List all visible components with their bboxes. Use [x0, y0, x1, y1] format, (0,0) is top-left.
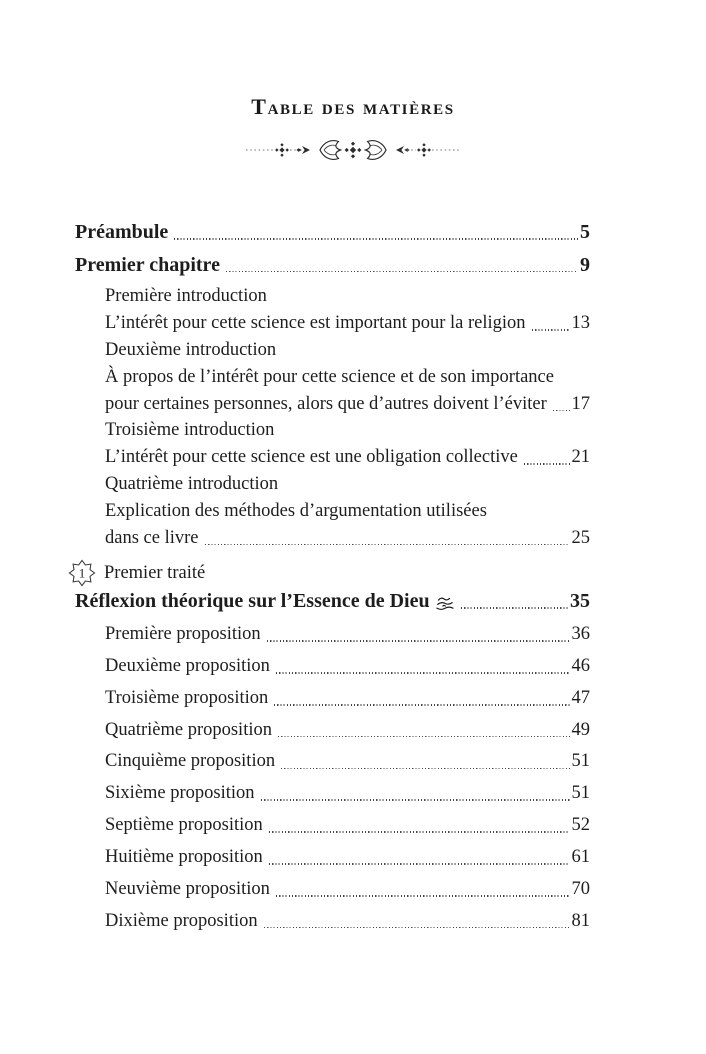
toc-section-line: [105, 474, 590, 496]
toc-section-line: [105, 367, 590, 389]
entry-label: Septième proposition: [105, 815, 263, 836]
toc-section-line: [105, 313, 590, 335]
page-number: 70: [571, 878, 590, 899]
page-number: 5: [580, 221, 590, 243]
toc-section-entry: [105, 420, 590, 469]
page-number: 25: [571, 527, 590, 548]
entry-label: Explication des méthodes d’argumentation utilisées: [105, 500, 487, 521]
toc-subsection-entry: [105, 720, 590, 742]
page-number: 81: [571, 910, 590, 931]
toc-section-line: [105, 501, 590, 523]
page-number: 46: [571, 655, 590, 676]
dotted-leader: [278, 736, 570, 738]
treatise-number: 1: [78, 566, 86, 582]
floral-divider-icon: [245, 135, 461, 165]
entry-label: dans ce livre: [105, 527, 199, 548]
toc-chapter-entry: [75, 221, 590, 245]
entry-label: Huitième proposition: [105, 846, 263, 867]
entry-label: À propos de l’intérêt pour cette science et de son importance: [105, 366, 554, 387]
dotted-leader: [461, 607, 568, 609]
entry-label: Quatrième introduction: [105, 473, 279, 494]
entry-label: Premier traité: [104, 562, 206, 583]
entry-label: pour certaines personnes, alors que d’autres doivent l’éviter: [105, 393, 547, 414]
entry-label: Sixième proposition: [105, 783, 255, 804]
toc-section-line: [105, 394, 590, 416]
dotted-leader: [205, 544, 570, 546]
dotted-leader: [276, 672, 570, 674]
dotted-leader: [226, 271, 578, 273]
page-title: Table des matières: [251, 94, 455, 119]
page-number: 9: [580, 253, 590, 276]
treatise-number-star-icon: [68, 559, 96, 587]
toc-subsection-entry: [105, 783, 590, 805]
dotted-leader: [532, 329, 570, 331]
toc-section-line: [105, 528, 590, 550]
entry-label: Neuvième proposition: [105, 878, 270, 899]
dotted-leader: [274, 704, 569, 706]
dotted-leader: [174, 238, 578, 240]
page-number: 35: [570, 590, 590, 613]
entry-label: Troisième proposition: [105, 687, 269, 708]
toc-section-line: [105, 447, 590, 469]
toc-section-entry: [105, 286, 590, 335]
entry-label: Cinquième proposition: [105, 751, 276, 772]
dotted-leader: [261, 799, 570, 801]
page-number: 51: [571, 751, 590, 772]
entry-label: Réflexion théorique sur l’Essence de Dieu: [75, 590, 430, 613]
toc-subsection-entry: [105, 815, 590, 837]
page-number: 36: [571, 624, 590, 645]
toc: [75, 221, 590, 932]
toc-chapter-entry: [75, 254, 590, 278]
toc-subsection-entry: [105, 879, 590, 901]
dotted-leader: [264, 927, 570, 929]
entry-label: Préambule: [75, 221, 169, 243]
toc-section-line: [105, 286, 590, 308]
toc-subsection-entry: [105, 624, 590, 646]
dotted-leader: [553, 410, 570, 412]
page-number: 47: [571, 687, 590, 708]
toc-section-line: [105, 420, 590, 442]
dotted-leader: [281, 768, 569, 770]
toc-subsection-entry: [105, 751, 590, 773]
entry-label: L’intérêt pour cette science est important pour la religion: [105, 313, 526, 334]
toc-treatise-entry: [68, 559, 590, 587]
page-number: 49: [571, 719, 590, 740]
entry-label: Première proposition: [105, 624, 261, 645]
entry-label: Dixième proposition: [105, 910, 258, 931]
toc-subsection-entry: [105, 688, 590, 710]
page-number: 52: [571, 815, 590, 836]
page-number: 61: [571, 846, 590, 867]
dotted-leader: [524, 463, 570, 465]
entry-label: Première introduction: [105, 286, 267, 307]
toc-subsection-entry: [105, 656, 590, 678]
dotted-leader: [276, 895, 570, 897]
toc-section-line: [105, 340, 590, 362]
jalla-jalaluhu-icon: [434, 595, 455, 612]
page-number: 13: [571, 313, 590, 334]
page-number: 17: [571, 393, 590, 414]
dotted-leader: [269, 863, 570, 865]
entry-label: Premier chapitre: [75, 253, 220, 276]
page-number: 21: [571, 447, 590, 468]
entry-label: Deuxième proposition: [105, 655, 270, 676]
toc-subsection-entry: [105, 847, 590, 869]
dotted-leader: [269, 831, 570, 833]
entry-label: L’intérêt pour cette science est une obligation collective: [105, 447, 518, 468]
entry-label: Quatrième proposition: [105, 719, 272, 740]
dotted-leader: [267, 640, 570, 642]
ornamental-divider-icon: [0, 135, 706, 165]
toc-section-entry: [105, 474, 590, 549]
toc-section-entry: [105, 340, 590, 415]
toc-chapter-entry: [75, 590, 590, 614]
entry-label: Deuxième introduction: [105, 339, 277, 360]
toc-subsection-entry: [105, 911, 590, 933]
page-number: 51: [571, 783, 590, 804]
entry-label: Troisième introduction: [105, 420, 275, 441]
